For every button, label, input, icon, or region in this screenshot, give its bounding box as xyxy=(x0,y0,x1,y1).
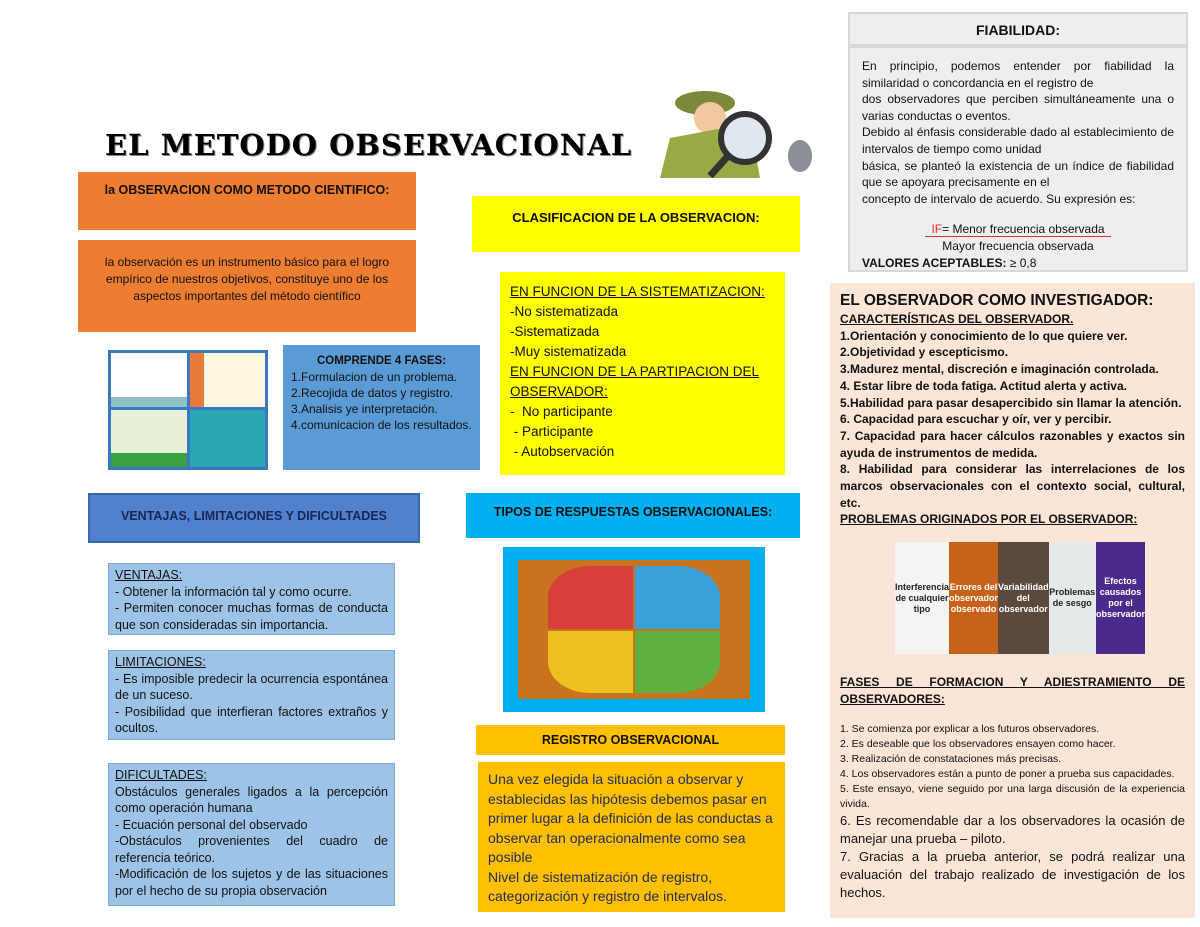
problema-panel: Interferencia de cualquier tipo xyxy=(895,542,949,654)
caracteristica-item: 8. Habilidad para considerar las interrelaciones de los marcos observacionales con el contexto social, cultural, etc. xyxy=(840,462,1185,510)
caracteristica-item: 2.Objetividad y escepticismo. xyxy=(840,345,1009,360)
caracteristicas-heading: CARACTERÍSTICAS DEL OBSERVADOR. xyxy=(840,312,1074,326)
valores-label: VALORES ACEPTABLES: xyxy=(862,255,1007,270)
registro-box xyxy=(478,762,785,912)
fases-formacion-heading: FASES DE FORMACION Y ADIESTRAMIENTO DE OBSERVADORES: xyxy=(840,675,1185,706)
limitacion-item: - Es imposible predecir la ocurrencia espontánea de un suceso. xyxy=(115,671,388,702)
sis-item: -Muy sistematizada xyxy=(510,344,627,359)
fiabilidad-line: concepto de intervalo de acuerdo. Su expresión es: xyxy=(862,191,1136,206)
dificultad-item: -Modificación de los sujetos y de las situaciones por el hecho de su propia observación xyxy=(115,867,388,898)
registro-heading: REGISTRO OBSERVACIONAL xyxy=(476,725,785,755)
sis-item: -No sistematizada xyxy=(510,304,619,319)
part-item: - Autobservación xyxy=(510,444,615,459)
observador-heading: EL OBSERVADOR COMO INVESTIGADOR: xyxy=(840,292,1154,309)
fase-item: 3.Analisis ye interpretación. xyxy=(291,402,438,416)
detective-illustration xyxy=(650,78,818,178)
fiabilidad-line: Debido al énfasis considerable dado al establecimiento de intervalos de tiempo como unidad xyxy=(862,125,1174,156)
clasificacion-heading: CLASIFICACION DE LA OBSERVACION: xyxy=(472,196,800,252)
caracteristica-item: 7. Capacidad para hacer cálculos razonables y exactos sin ayuda de instrumentos de medida. xyxy=(840,428,1185,460)
problemas-heading: PROBLEMAS ORIGINADOS POR EL OBSERVADOR: xyxy=(840,512,1138,527)
observacion-text: la observación es un instrumento básico para el logro empírico de nuestros objetivos, constituye uno de los aspectos importantes del método científico xyxy=(78,240,416,332)
ventaja-item: - Obtener la información tal y como ocurre. xyxy=(115,584,352,599)
dificultades-title: DIFICULTADES: xyxy=(115,768,207,782)
fase-formacion-item: 4. Los observadores están a punto de poner a prueba sus capacidades. xyxy=(840,767,1175,780)
ventajas-box xyxy=(108,563,395,635)
caracteristica-item: 1.Orientación y conocimiento de lo que quiere ver. xyxy=(840,328,1128,343)
numerator: = Menor frecuencia observada xyxy=(942,222,1105,237)
fase-formacion-item: 2. Es deseable que los observadores ensayen como hacer. xyxy=(840,737,1116,750)
ventajas-title: VENTAJAS: xyxy=(115,568,183,582)
tipos-heading: TIPOS DE RESPUESTAS OBSERVACIONALES: xyxy=(466,493,800,538)
fase-formacion-item: 6. Es recomendable dar a los observadores la ocasión de manejar una prueba – piloto. xyxy=(840,812,1185,846)
registro-text: Una vez elegida la situación a observar y establecidas las hipótesis debemos pasar en primer lugar a la definición de las conductas a observar tan operacionalmente como sea posible xyxy=(488,771,773,865)
observacion-heading: la OBSERVACION COMO METODO CIENTIFICO: xyxy=(78,172,416,230)
page-title: EL METODO OBSERVACIONAL xyxy=(105,128,633,162)
clasificacion-box xyxy=(500,272,785,475)
caracteristica-item: 5.Habilidad para pasar desapercibido sin llamar la atención. xyxy=(840,395,1182,410)
denominator: Mayor frecuencia observada xyxy=(942,238,1094,253)
fases-heading: COMPRENDE 4 FASES: xyxy=(316,355,447,367)
ventajas-heading: VENTAJAS, LIMITACIONES Y DIFICULTADES xyxy=(88,493,420,543)
problema-panel: Variabilidad del observador xyxy=(998,542,1049,654)
observador-box xyxy=(830,283,1195,918)
dificultad-item: -Obstáculos provenientes del cuadro de referencia teórico. xyxy=(115,834,388,865)
caracteristica-item: 3.Madurez mental, discreción e imaginación controlada. xyxy=(840,362,1159,377)
if-label: IF xyxy=(931,222,943,237)
registro-text-2: Nivel de sistematización de registro, categorización y registro de intervalos. xyxy=(488,868,727,904)
dificultades-box xyxy=(108,763,395,906)
limitaciones-box xyxy=(108,650,395,740)
part-item: - Participante xyxy=(510,424,594,439)
fiabilidad-heading: FIABILIDAD: xyxy=(848,12,1188,46)
problema-panel: Errores del observador observado xyxy=(949,542,998,654)
fase-formacion-item: 1. Se comienza por explicar a los futuros observadores. xyxy=(840,722,1100,735)
caracteristica-item: 4. Estar libre de toda fatiga. Actitud alerta y activa. xyxy=(840,378,1127,393)
problema-panel: Problemas de sesgo xyxy=(1049,542,1096,654)
part-item: - No participante xyxy=(510,404,613,419)
fase-item: 4.comunicacion de los resultados. xyxy=(291,418,472,432)
formula-numerator xyxy=(862,221,1174,238)
part-heading: EN FUNCION DE LA PARTIPACION DEL OBSERVADOR: xyxy=(510,364,760,399)
problema-panel: Efectos causados por el observador xyxy=(1096,542,1145,654)
fases-box xyxy=(283,345,480,470)
fiabilidad-box xyxy=(848,46,1188,272)
tipos-image xyxy=(503,547,765,712)
fase-item: 2.Recojida de datos y registro. xyxy=(291,386,454,400)
limitacion-item: - Posibilidad que interfieran factores extraños y ocultos. xyxy=(115,704,388,735)
dificultad-item: - Ecuación personal del observado xyxy=(115,817,308,832)
fase-formacion-item: 7. Gracias a la prueba anterior, se podrá realizar una evaluación del trabajo realizado de investigación de los hechos. xyxy=(840,848,1185,900)
fase-formacion-item: 5. Este ensayo, viene seguido por una larga discusión de la experiencia vivida. xyxy=(840,782,1185,810)
limitaciones-title: LIMITACIONES: xyxy=(115,655,206,669)
fiabilidad-line: En principio, podemos entender por fiabilidad la similaridad o concordancia en el registro de xyxy=(862,59,1174,90)
problemas-image xyxy=(895,542,1145,654)
sis-item: -Sistematizada xyxy=(510,324,600,339)
dificultad-item: Obstáculos generales ligados a la percepción como operación humana xyxy=(115,784,388,815)
fiabilidad-line: dos observadores que perciben simultáneamente una o varias conductas o eventos. xyxy=(862,92,1174,123)
valores-value: ≥ 0,8 xyxy=(1006,255,1037,270)
caracteristica-item: 6. Capacidad para escuchar y oír, ver y percibir. xyxy=(840,412,1112,427)
fiabilidad-line: básica, se planteó la existencia de un índice de fiabilidad que se apoyara precisamente en el xyxy=(862,158,1174,190)
ventaja-item: - Permiten conocer muchas formas de conducta que son consideradas sin importancia. xyxy=(115,601,388,632)
fase-item: 1.Formulacion de un problema. xyxy=(291,370,458,384)
sis-heading: EN FUNCION DE LA SISTEMATIZACION: xyxy=(510,284,765,299)
phases-image xyxy=(108,350,268,470)
fase-formacion-item: 3. Realización de constataciones más precisas. xyxy=(840,752,1062,765)
